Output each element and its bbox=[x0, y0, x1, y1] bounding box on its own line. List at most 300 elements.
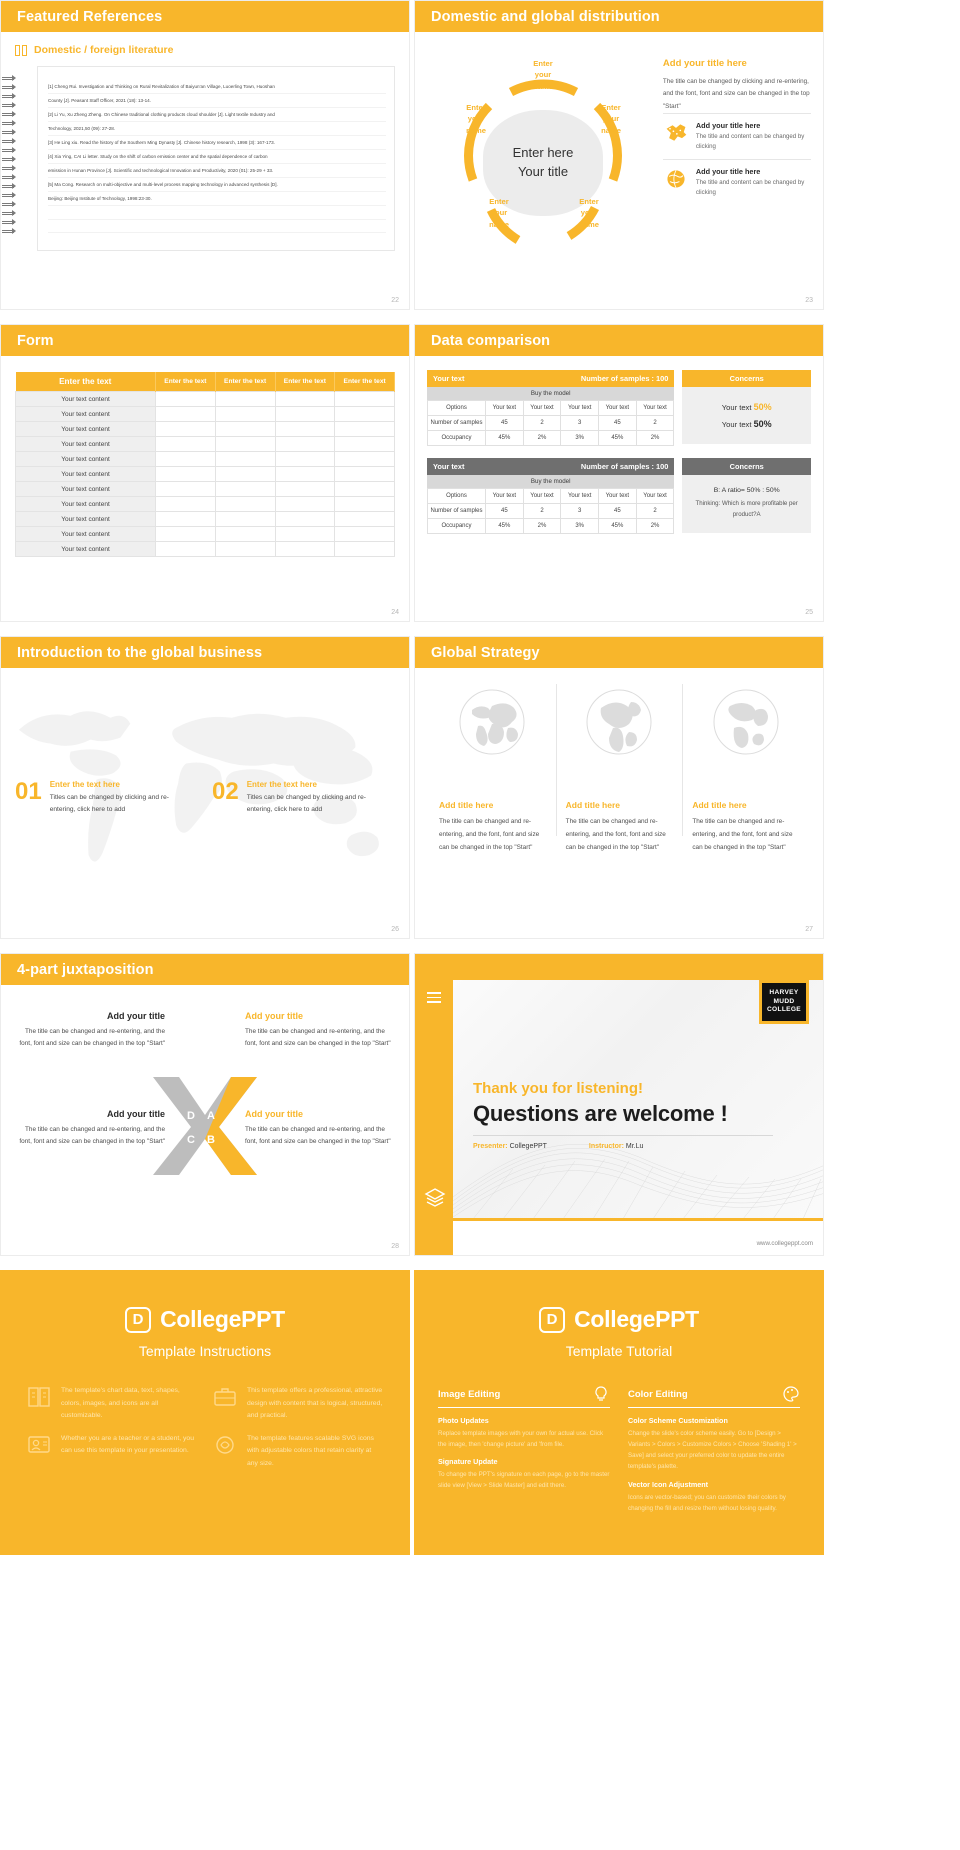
sample-table bbox=[427, 400, 674, 446]
concern-ratio: B: A ratio= 50% : 50% bbox=[713, 487, 780, 495]
cell[interactable] bbox=[335, 452, 395, 467]
cell[interactable] bbox=[215, 407, 275, 422]
cell[interactable] bbox=[335, 422, 395, 437]
collegeppt-logo-icon: D bbox=[539, 1307, 565, 1333]
cell[interactable] bbox=[156, 452, 216, 467]
cell: 45 bbox=[599, 416, 637, 431]
column-title: Add title here bbox=[439, 800, 494, 810]
book-icon bbox=[15, 45, 28, 56]
table-row bbox=[428, 504, 674, 519]
page-number: 26 bbox=[391, 926, 399, 933]
bulb-icon bbox=[592, 1385, 610, 1403]
item-title: Enter the text here bbox=[49, 780, 120, 789]
cell: 45 bbox=[486, 504, 524, 519]
column-desc: The title can be changed and re-entering, and the font, font and size can be changed in the top "Start" bbox=[692, 818, 793, 851]
cell[interactable] bbox=[275, 467, 335, 482]
cell[interactable] bbox=[156, 422, 216, 437]
item-title: Add your title here bbox=[695, 120, 761, 130]
layers-icon bbox=[424, 1187, 446, 1207]
cell[interactable] bbox=[156, 497, 216, 512]
cell: 2% bbox=[636, 431, 674, 446]
row-label: Your text content bbox=[16, 467, 156, 482]
section-label: Domestic / foreign literature bbox=[34, 44, 174, 56]
slide-domestic-global-distribution[interactable] bbox=[414, 0, 824, 310]
china-map-icon bbox=[663, 121, 689, 145]
page-title: Introduction to the global business bbox=[17, 644, 263, 661]
table-row[interactable] bbox=[16, 497, 395, 512]
column-title: Image Editing bbox=[438, 1388, 501, 1400]
slide-data-comparison[interactable] bbox=[414, 324, 824, 622]
slide-title-bar bbox=[415, 1, 823, 32]
table-row[interactable] bbox=[16, 422, 395, 437]
brand-lockup bbox=[0, 1306, 410, 1333]
collegeppt-logo-icon: D bbox=[125, 1307, 151, 1333]
cell[interactable] bbox=[275, 512, 335, 527]
cell: Your text bbox=[599, 489, 637, 504]
cell: Your text bbox=[561, 489, 599, 504]
concern-line-1-value: 50% bbox=[753, 402, 772, 412]
row-label: Your text content bbox=[16, 437, 156, 452]
slide-form[interactable] bbox=[0, 324, 410, 622]
page-number: 22 bbox=[391, 297, 399, 304]
reference-line: [3] He Ling xiu. Read the history of the Southern Ming Dynasty [J]. Chinese history research, 1998 (3): 167-173. bbox=[48, 139, 386, 150]
table-header-left: Your text bbox=[433, 462, 465, 471]
cell[interactable] bbox=[156, 542, 216, 557]
cell[interactable] bbox=[335, 437, 395, 452]
table-header-right: Number of samples : 100 bbox=[580, 374, 669, 383]
menu-icon[interactable] bbox=[427, 992, 441, 1006]
list-item bbox=[212, 1385, 384, 1423]
quadrant-desc: The title can be changed and re-entering, and the font, font and size can be changed in the top "Start" bbox=[19, 1126, 165, 1145]
quadrant-desc: The title can be changed and re-entering, and the font, font and size can be changed in the top "Start" bbox=[19, 1028, 165, 1047]
cell[interactable] bbox=[156, 437, 216, 452]
globe-asia-icon bbox=[712, 688, 780, 756]
quadrant-bottom-left[interactable] bbox=[15, 1109, 165, 1147]
node-label-top[interactable]: Enter your name bbox=[533, 59, 553, 91]
concern-line-2-value: 50% bbox=[753, 418, 772, 429]
global-business-body bbox=[1, 668, 409, 903]
panel-subtitle: Template Instructions bbox=[138, 1343, 272, 1359]
concern-body bbox=[682, 387, 811, 444]
right-description: The title can be changed by clicking and re-entering, and the font, font and size can be changed in the top "Start" bbox=[662, 78, 810, 110]
column-header: Enter the text bbox=[156, 372, 216, 392]
quadrant-title: Add your title bbox=[107, 1011, 165, 1021]
cell[interactable] bbox=[275, 482, 335, 497]
cell[interactable] bbox=[275, 542, 335, 557]
instructor-value: Mr.Lu bbox=[625, 1143, 644, 1150]
slide-featured-references[interactable] bbox=[0, 0, 410, 310]
section-title: Signature Update bbox=[438, 1457, 498, 1467]
page-title: Form bbox=[17, 332, 54, 349]
row-label: Occupancy bbox=[428, 519, 486, 534]
briefcase-icon bbox=[212, 1385, 238, 1409]
row-label: Your text content bbox=[16, 392, 156, 407]
cell[interactable] bbox=[335, 527, 395, 542]
form-table[interactable] bbox=[15, 372, 395, 557]
item-desc: Titles can be changed by clicking and re-entering, click here to add bbox=[246, 794, 366, 813]
cell: 3% bbox=[561, 431, 599, 446]
quadrant-title: Add your title bbox=[107, 1109, 165, 1119]
reference-panel bbox=[37, 66, 395, 251]
item-number: 02 bbox=[212, 778, 239, 805]
cell: 2% bbox=[636, 519, 674, 534]
cell: 45% bbox=[486, 431, 524, 446]
concern-heading: Concerns bbox=[682, 370, 811, 387]
item-desc: Titles can be changed by clicking and re-entering, click here to add bbox=[49, 794, 169, 813]
cell: 2% bbox=[523, 519, 561, 534]
cell[interactable] bbox=[156, 482, 216, 497]
svg-text:C: C bbox=[187, 1134, 195, 1146]
instruction-text: The template features scalable SVG icons with adjustable colors that retain clarity at any size. bbox=[247, 1434, 374, 1467]
numbered-items bbox=[1, 780, 409, 815]
cell[interactable] bbox=[215, 392, 275, 407]
tutorial-column-image-editing bbox=[438, 1385, 610, 1514]
cell[interactable] bbox=[215, 497, 275, 512]
table-row[interactable] bbox=[16, 512, 395, 527]
cell: 2 bbox=[636, 504, 674, 519]
cell[interactable] bbox=[275, 497, 335, 512]
instruction-text: Whether you are a teacher or a student, you can use this template in your presentation. bbox=[61, 1434, 194, 1455]
cell[interactable] bbox=[275, 392, 335, 407]
cell[interactable] bbox=[156, 467, 216, 482]
cell[interactable] bbox=[335, 542, 395, 557]
cell[interactable] bbox=[275, 452, 335, 467]
table-header-right: Number of samples : 100 bbox=[580, 462, 669, 471]
cell: Your text bbox=[561, 401, 599, 416]
quadrant-title: Add your title bbox=[245, 1011, 303, 1021]
section-body: Icons are vector-based; you can customize their colors by changing the fill and resize them without losing quality. bbox=[628, 1493, 786, 1512]
cell[interactable] bbox=[215, 512, 275, 527]
cell: 3% bbox=[561, 519, 599, 534]
cell[interactable] bbox=[335, 407, 395, 422]
badge-line-3: COLLEGE bbox=[767, 1006, 801, 1014]
concern-line-2-text: Your text bbox=[721, 419, 754, 429]
cell: Your text bbox=[636, 401, 674, 416]
node-label-bottom-left[interactable]: Enter your name bbox=[489, 197, 509, 229]
node-label-left[interactable]: Enter your name bbox=[466, 103, 486, 135]
cell[interactable] bbox=[275, 437, 335, 452]
svg-text:D: D bbox=[187, 1110, 195, 1122]
cell[interactable] bbox=[335, 467, 395, 482]
cell: 2 bbox=[636, 416, 674, 431]
panel-template-tutorial bbox=[414, 1270, 824, 1555]
accent-rule bbox=[453, 1218, 823, 1221]
table-row[interactable] bbox=[16, 482, 395, 497]
table-header-row bbox=[16, 372, 395, 392]
row-label: Your text content bbox=[16, 542, 156, 557]
slide-title-bar bbox=[415, 637, 823, 668]
svg-text:B: B bbox=[207, 1134, 215, 1146]
cell: 45% bbox=[599, 519, 637, 534]
quadrant-title: Add your title bbox=[245, 1109, 303, 1119]
row-label: Number of samples bbox=[428, 504, 486, 519]
column-title: Color Editing bbox=[628, 1388, 688, 1400]
slide-title-bar bbox=[1, 325, 409, 356]
slide-4-part-juxtaposition[interactable] bbox=[0, 953, 410, 1256]
center-line-1: Enter here bbox=[512, 145, 574, 161]
strategy-column[interactable] bbox=[682, 688, 809, 854]
brand-lockup bbox=[414, 1306, 824, 1333]
cell[interactable] bbox=[215, 467, 275, 482]
row-label: Number of samples bbox=[428, 416, 486, 431]
row-label: Your text content bbox=[16, 452, 156, 467]
page-number: 27 bbox=[805, 926, 813, 933]
sample-table bbox=[427, 488, 674, 534]
row-label: Options bbox=[428, 401, 486, 416]
presenter-icon bbox=[26, 1433, 52, 1457]
comparison-table-1[interactable] bbox=[427, 370, 674, 446]
column-header: Enter the text bbox=[335, 372, 395, 392]
table-row[interactable] bbox=[16, 467, 395, 482]
reference-line-blank bbox=[48, 209, 386, 220]
book-icon bbox=[26, 1385, 52, 1409]
concern-card-yellow[interactable] bbox=[682, 370, 811, 444]
row-label: Your text content bbox=[16, 482, 156, 497]
strategy-column[interactable] bbox=[429, 688, 556, 854]
table-row bbox=[428, 431, 674, 446]
page-number: 24 bbox=[391, 609, 399, 616]
section-heading bbox=[15, 44, 395, 56]
item-title: Enter the text here bbox=[246, 780, 317, 789]
cell[interactable] bbox=[335, 482, 395, 497]
cell[interactable] bbox=[335, 392, 395, 407]
thanks-line-2: Questions are welcome ! bbox=[473, 1101, 728, 1126]
cell[interactable] bbox=[215, 482, 275, 497]
page-number: 25 bbox=[805, 609, 813, 616]
cell[interactable] bbox=[335, 497, 395, 512]
quadrant-desc: The title can be changed and re-entering, and the font, font and size can be changed in the top "Start" bbox=[245, 1126, 391, 1145]
cell: Your text bbox=[486, 489, 524, 504]
concern-heading: Concerns bbox=[682, 458, 811, 475]
row-label: Your text content bbox=[16, 407, 156, 422]
quadrant-top-right[interactable] bbox=[245, 1011, 395, 1049]
table-row[interactable] bbox=[16, 437, 395, 452]
row-label: Occupancy bbox=[428, 431, 486, 446]
instruction-cells bbox=[0, 1385, 410, 1470]
cell: 2% bbox=[523, 431, 561, 446]
divider bbox=[473, 1135, 773, 1136]
column-header: Enter the text bbox=[215, 372, 275, 392]
vector-icon bbox=[212, 1433, 238, 1457]
circle-diagram bbox=[421, 48, 663, 278]
globe-container bbox=[692, 688, 799, 756]
concern-line-1 bbox=[690, 399, 803, 416]
juxtaposition-body bbox=[1, 985, 409, 1235]
section-title: Photo Updates bbox=[438, 1416, 489, 1425]
table-row bbox=[428, 401, 674, 416]
quadrant-bottom-right[interactable] bbox=[245, 1109, 395, 1147]
globe-container bbox=[566, 688, 673, 756]
svg-text:A: A bbox=[207, 1110, 215, 1122]
reference-line: County [J]. Peasant Staff Officer, 2021 (18): 13-14. bbox=[48, 97, 386, 108]
cell[interactable] bbox=[156, 512, 216, 527]
concern-card-grey[interactable] bbox=[682, 458, 811, 532]
column-title: Add title here bbox=[565, 800, 620, 810]
badge-line-2: MUDD bbox=[773, 997, 795, 1005]
cell: Your text bbox=[486, 401, 524, 416]
globe-americas-icon bbox=[585, 688, 653, 756]
table-header-left: Your text bbox=[433, 374, 465, 383]
palette-icon bbox=[782, 1385, 800, 1403]
page-number: 23 bbox=[805, 297, 813, 304]
section-body: Change the slide's color scheme easily. Go to [Design > Variants > Colors > Customize Colors > Choose 'Shading 1' > Save] and select your preferred color to update the entire template's palette. bbox=[628, 1430, 797, 1471]
concern-body bbox=[682, 475, 811, 532]
table-row[interactable] bbox=[16, 452, 395, 467]
tutorial-column-color-editing bbox=[628, 1385, 800, 1514]
cell[interactable] bbox=[215, 437, 275, 452]
cell: Your text bbox=[599, 401, 637, 416]
column-desc: The title can be changed and re-entering, and the font, font and size can be changed in the top "Start" bbox=[565, 818, 666, 851]
globe-eurasia-icon bbox=[458, 688, 526, 756]
table-header-grey bbox=[427, 458, 674, 475]
cell[interactable] bbox=[275, 407, 335, 422]
cell[interactable] bbox=[335, 512, 395, 527]
quadrant-desc: The title can be changed and re-entering, and the font, font and size can be changed in the top "Start" bbox=[245, 1028, 391, 1047]
section-title: Color Scheme Customization bbox=[628, 1416, 728, 1425]
list-item[interactable] bbox=[15, 780, 190, 815]
brand-name: CollegePPT bbox=[160, 1306, 285, 1332]
slide-title-bar bbox=[1, 1, 409, 32]
item-number: 01 bbox=[15, 778, 42, 805]
instructor-label: Instructor: bbox=[588, 1143, 624, 1150]
thank-you-text bbox=[473, 1080, 773, 1150]
list-item bbox=[26, 1385, 198, 1423]
reference-line-blank bbox=[48, 223, 386, 234]
list-item[interactable] bbox=[212, 780, 387, 815]
slide-global-business[interactable] bbox=[0, 636, 410, 939]
presenter-value: CollegePPT bbox=[509, 1143, 547, 1150]
reference-line: Beijing: Beijing Institute of Technology, 1998:23-30. bbox=[48, 195, 386, 206]
table-subheader: Buy the model bbox=[427, 475, 674, 488]
cell[interactable] bbox=[215, 422, 275, 437]
node-label-bottom-right[interactable]: Enter your name bbox=[579, 197, 599, 229]
form-body bbox=[1, 356, 409, 557]
center-line-2: Your title bbox=[517, 164, 569, 179]
cell[interactable] bbox=[275, 527, 335, 542]
cell[interactable] bbox=[215, 452, 275, 467]
concerns-column bbox=[682, 370, 811, 547]
table-row bbox=[428, 489, 674, 504]
table-subheader: Buy the model bbox=[427, 387, 674, 400]
references-body bbox=[1, 32, 409, 251]
column-header bbox=[628, 1385, 800, 1408]
column-header: Enter the text bbox=[275, 372, 335, 392]
row-label: Your text content bbox=[16, 497, 156, 512]
panel-template-instructions bbox=[0, 1270, 410, 1555]
right-title: Add your title here bbox=[662, 58, 747, 69]
item-desc: The title and content can be changed by clicking bbox=[695, 132, 805, 151]
reference-line: [2] Li Yu, Xu Zheng Zheng. On Chinese traditional clothing products cloud shoulder [J]. Light textile Industry and bbox=[48, 111, 386, 122]
table-row[interactable] bbox=[16, 527, 395, 542]
column-header bbox=[438, 1385, 610, 1408]
node-label-right[interactable]: Enter your name bbox=[601, 103, 621, 135]
instruction-text: This template offers a professional, attractive design with content that is logical, structured, and practical. bbox=[247, 1387, 383, 1420]
badge-line-1: HARVEY bbox=[769, 988, 799, 996]
row-label: Your text content bbox=[16, 422, 156, 437]
cell[interactable] bbox=[215, 542, 275, 557]
website-url: www.collegeppt.com bbox=[756, 1240, 813, 1247]
cell: Your text bbox=[636, 489, 674, 504]
cell: 45% bbox=[599, 431, 637, 446]
cell[interactable] bbox=[275, 422, 335, 437]
slide-global-strategy[interactable] bbox=[414, 636, 824, 939]
cell: Your text bbox=[523, 401, 561, 416]
row-label: Options bbox=[428, 489, 486, 504]
page-title: Global Strategy bbox=[431, 644, 540, 661]
brand-name: CollegePPT bbox=[574, 1306, 699, 1332]
section-body: Replace template images with your own for actual use. Click the image, then 'change picture' and 'from file. bbox=[438, 1430, 604, 1449]
cell[interactable] bbox=[156, 527, 216, 542]
presenter-label: Presenter: bbox=[473, 1143, 508, 1150]
cell: 45 bbox=[486, 416, 524, 431]
table-body bbox=[16, 392, 395, 557]
section-body: To change the PPT's signature on each page, go to the master slide view [View > Slide Master] and edit there. bbox=[438, 1471, 610, 1490]
list-item[interactable] bbox=[663, 159, 811, 205]
distribution-text-column bbox=[663, 48, 811, 278]
distribution-body bbox=[415, 32, 823, 278]
cell: 3 bbox=[561, 504, 599, 519]
tutorial-columns bbox=[414, 1385, 824, 1514]
reference-line: [4] Xia Ying, CAI Li letter. Study on the shift of carbon emission center and the spatial dependence of carbon bbox=[48, 153, 386, 164]
cell: 3 bbox=[561, 416, 599, 431]
table-row bbox=[428, 416, 674, 431]
column-desc: The title can be changed and re-entering, and the font, font and size can be changed in the top "Start" bbox=[439, 818, 540, 851]
slide-title-bar bbox=[1, 637, 409, 668]
table-row bbox=[428, 519, 674, 534]
thanks-line-1: Thank you for listening! bbox=[473, 1080, 644, 1097]
slide-thank-you[interactable] bbox=[414, 953, 824, 1256]
table-row[interactable] bbox=[16, 407, 395, 422]
reference-line: [5] Ma Cong. Research on multi-objective and multi-level process mapping technology in advanced synthesis [D]. bbox=[48, 181, 386, 192]
panel-subtitle: Template Tutorial bbox=[565, 1343, 673, 1359]
concern-line-2 bbox=[690, 416, 803, 433]
column-title: Add title here bbox=[692, 800, 747, 810]
item-desc: The title and content can be changed by clicking bbox=[695, 178, 805, 196]
page-title: Featured References bbox=[17, 8, 163, 25]
cell[interactable] bbox=[156, 392, 216, 407]
table-row[interactable] bbox=[16, 392, 395, 407]
reference-line: emission in Hunan Province [J]. Scientific and technological Innovation and Productivity, 2020 (01): 25-29 + 33. bbox=[48, 167, 386, 178]
concern-note: Thinking: Which is more profitable per product?A bbox=[695, 500, 798, 518]
cell[interactable] bbox=[215, 527, 275, 542]
reference-line: [1] Cheng Rui. Investigation and Thinking on Rural Revitalization of Baiyun'an Village, Luoerling Town, Huoshan bbox=[48, 83, 386, 94]
table-header-yellow bbox=[427, 370, 674, 387]
item-title: Add your title here bbox=[695, 166, 761, 176]
instruction-text: The template's chart data, text, shapes, colors, images, and icons are all customizable. bbox=[61, 1387, 180, 1420]
globe-icon bbox=[663, 167, 689, 191]
page-title: Domestic and global distribution bbox=[431, 8, 660, 25]
section-title: Vector Icon Adjustment bbox=[628, 1479, 709, 1489]
slide-title-bar bbox=[1, 954, 409, 985]
comparison-table-2[interactable] bbox=[427, 458, 674, 534]
column-header: Enter the text bbox=[16, 372, 156, 392]
concern-line-1-text: Your text bbox=[721, 403, 754, 412]
strategy-column[interactable] bbox=[556, 688, 683, 854]
quadrant-top-left[interactable] bbox=[15, 1011, 165, 1049]
cell: 45 bbox=[599, 504, 637, 519]
list-item bbox=[26, 1433, 198, 1471]
cell: 2 bbox=[523, 504, 561, 519]
slide-title-bar bbox=[415, 325, 823, 356]
presenter-meta bbox=[473, 1143, 773, 1150]
cell[interactable] bbox=[156, 407, 216, 422]
page-number: 28 bbox=[391, 1243, 399, 1250]
table-row[interactable] bbox=[16, 542, 395, 557]
college-badge bbox=[759, 980, 809, 1024]
cell: 45% bbox=[486, 519, 524, 534]
cell: Your text bbox=[523, 489, 561, 504]
list-item[interactable] bbox=[663, 113, 811, 159]
